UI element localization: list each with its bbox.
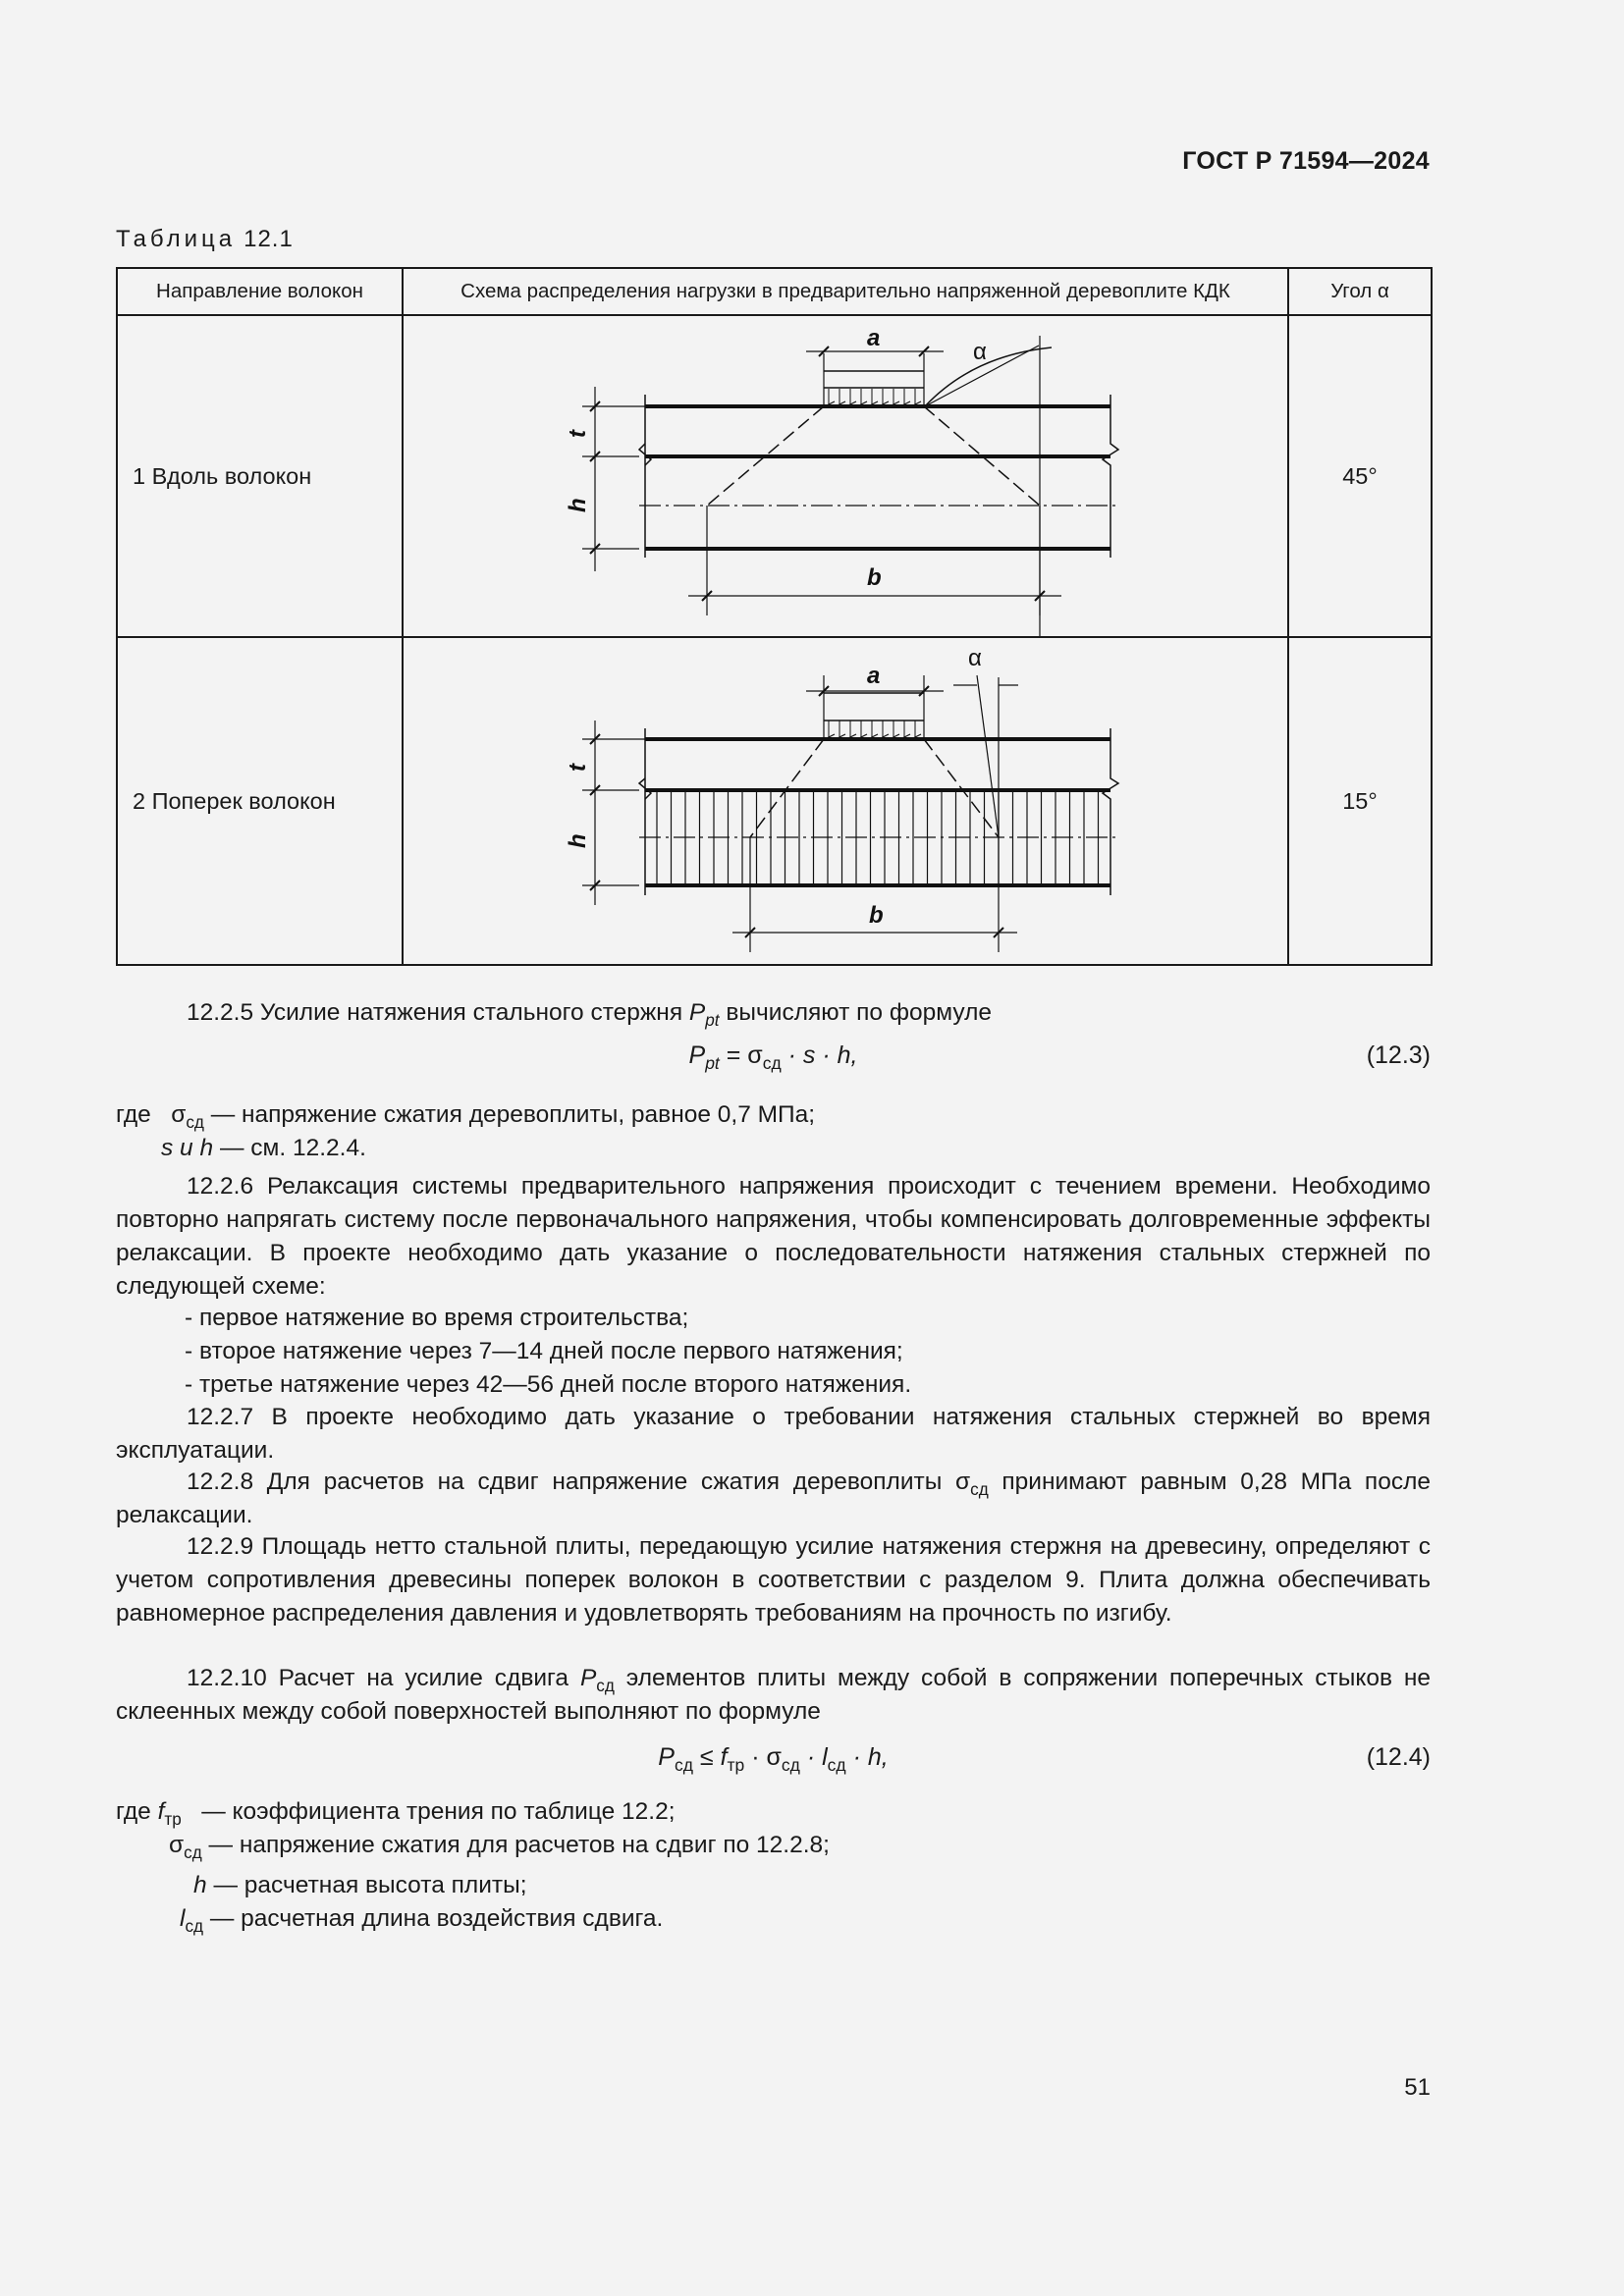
table-header-row (117, 268, 1432, 315)
across-grain-diagram (404, 638, 1287, 964)
where-l-sd: $l_{сд}$ — расчетная длина воздействия сдвига. (180, 1905, 664, 1936)
formula-number: (12.3) (1366, 1041, 1431, 1069)
header-scheme: Схема распределения нагрузки в предварительно напряженной деревоплите КДК (403, 268, 1288, 315)
list-item: - третье натяжение через 42—56 дней после второго натяжения. (185, 1371, 912, 1398)
row-angle-across: 15° (1288, 637, 1432, 965)
label-alpha: α (973, 339, 987, 365)
where-sigma-sd: $\sigma_{сд}$ — напряжение сжатия для расчетов на сдвиг по 12.2.8; (169, 1832, 830, 1862)
label-h: h (565, 833, 591, 848)
tension-schedule-list (116, 1302, 1431, 1402)
clause-12-2-5: 12.2.5 Усилие натяжения стального стержня $P_{pt}$ вычисляют по формуле (187, 999, 992, 1030)
label-h: h (565, 498, 591, 512)
load-distribution-table (116, 267, 1433, 966)
document-standard-code: ГОСТ Р 71594—2024 (1182, 147, 1430, 175)
header-angle: Угол α (1288, 268, 1432, 315)
row-direction-across: 2 Поперек волокон (117, 637, 403, 965)
label-t: t (565, 764, 591, 772)
load-arrows (824, 388, 924, 404)
list-item: - первое натяжение во время строительства; (185, 1305, 689, 1331)
table-caption-number: 12.1 (244, 226, 294, 252)
label-t: t (565, 430, 591, 438)
table-row (117, 315, 1432, 637)
formula-12-4: $P_{сд} \le f_{тр} \cdot \sigma_{сд} \cdot l_{сд} \cdot h$, (12.4) (658, 1743, 1431, 1776)
label-a: a (867, 663, 881, 689)
label-alpha: α (968, 645, 982, 671)
label-a: a (867, 325, 881, 351)
header-direction: Направление волокон (117, 268, 403, 315)
where-s-h: s и h — см. 12.2.4. (161, 1135, 366, 1161)
clause-12-2-9: 12.2.9 Площадь нетто стальной плиты, передающую усилие натяжения стержня на древесину, определяют с учетом сопротивления древесины поперек волокон в соответствии с разделом 9. Плита должна обеспечивать равномерное распределения давления и удовлетворять требованиям на прочность по изгибу. (116, 1533, 1431, 1627)
where-sigma: где $\sigma_{сд}$ — напряжение сжатия деревоплиты, равное 0,7 МПа; (116, 1101, 816, 1132)
list-item: - второе натяжение через 7—14 дней после первого натяжения; (185, 1338, 903, 1364)
scheme-cell-across (403, 637, 1288, 965)
clause-12-2-6: 12.2.6 Релаксация системы предварительного напряжения происходит с течением времени. Необходимо повторно напрягать систему после первоначального напряжения, чтобы компенсировать долговременные эффекты релаксации. В проекте необходимо дать указание о последовательности натяжения стальных стержней по следующей схеме: (116, 1173, 1431, 1300)
along-grain-diagram (404, 316, 1287, 636)
clause-12-2-10: 12.2.10 Расчет на усилие сдвига $P_{сд}$ элементов плиты между собой в сопряжении поперечных стыков не склеенных между собой поверхностей выполняют по формуле (116, 1665, 1432, 1725)
row-direction-along: 1 Вдоль волокон (117, 315, 403, 637)
clause-12-2-7: 12.2.7 В проекте необходимо дать указание о требовании натяжения стальных стержней во время эксплуатации. (116, 1404, 1431, 1464)
scheme-cell-along (403, 315, 1288, 637)
clause-12-2-8: 12.2.8 Для расчетов на сдвиг напряжение сжатия деревоплиты $\sigma_{сд}$ принимают равным 0,28 МПа после релаксации. (116, 1468, 1431, 1528)
formula-12-3: $P_{pt} = \sigma_{сд} \cdot s \cdot h$, (12.3) (688, 1041, 1431, 1074)
row-angle-along: 45° (1288, 315, 1432, 637)
table-caption-word: Таблица (116, 226, 237, 252)
where-h: h — расчетная высота плиты; (193, 1872, 527, 1898)
page-number: 51 (1404, 2074, 1431, 2101)
label-b: b (869, 902, 884, 929)
table-caption (116, 226, 294, 253)
where-f-tr: где $f_{тр}$ — коэффициента трения по таблице 12.2; (116, 1798, 676, 1829)
load-arrows (824, 721, 924, 737)
table-row (117, 637, 1432, 965)
label-b: b (867, 564, 882, 591)
formula-number: (12.4) (1366, 1743, 1431, 1771)
